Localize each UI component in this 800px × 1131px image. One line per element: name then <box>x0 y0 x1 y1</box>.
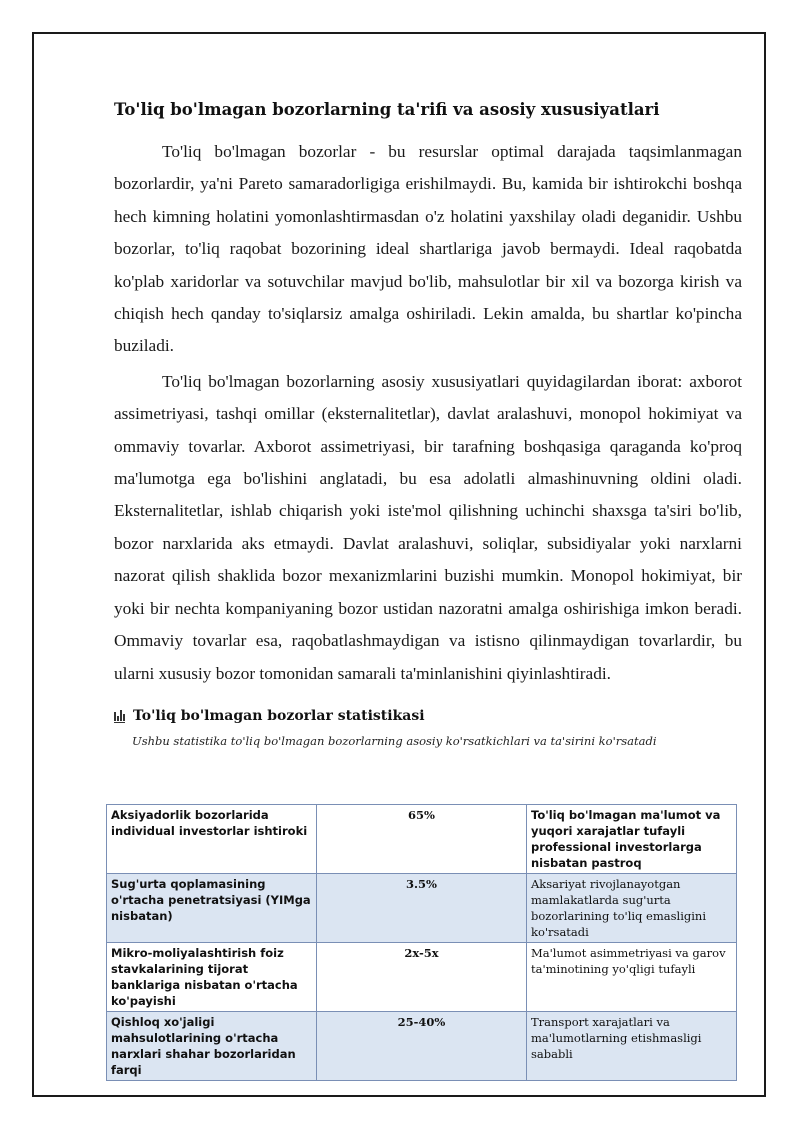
bar-chart-icon <box>114 709 125 723</box>
table-cell-value: 3.5% <box>317 874 527 943</box>
table-cell-value: 2x-5x <box>317 943 527 1012</box>
table-cell-value: 25-40% <box>317 1012 527 1081</box>
table-row <box>107 1012 737 1081</box>
section-heading: To'liq bo'lmagan bozorlarning ta'rifi va asosiy xususiyatlari <box>114 100 660 119</box>
table-cell-label: Sug'urta qoplamasining o'rtacha penetratsiyasi (YIMga nisbatan) <box>107 874 317 943</box>
table-cell-label: Mikro-moliyalashtirish foiz stavkalarining tijorat banklariga nisbatan o'rtacha ko'payishi <box>107 943 317 1012</box>
table-cell-label: Qishloq xo'jaligi mahsulotlarining o'rtacha narxlari shahar bozorlaridan farqi <box>107 1012 317 1081</box>
stats-caption: Ushbu statistika to'liq bo'lmagan bozorlarning asosiy ko'rsatkichlari va ta'sirini ko'rsatadi <box>132 733 657 748</box>
table-row <box>107 805 737 874</box>
paragraph: To'liq bo'lmagan bozorlar - bu resurslar optimal darajada taqsimlanmagan bozorlardir, ya'ni Pareto samaradorligiga erishilmaydi. Bu, kamida bir ishtirokchi boshqa hech kimning holatini yomonlashtirmasdan o'z holatini yaxshilay oladi deganidir. Ushbu bozorlar, to'liq raqobat bozorining ideal shartlariga javob bermaydi. Ideal raqobatda ko'plab xaridorlar va sotuvchilar mavjud bo'lib, mahsulotlar bir xil va bozorga kirish va chiqish hech qanday to'siqlarsiz amalga oshiriladi. Lekin amalda, bu shartlar ko'pincha buziladi. <box>114 142 742 356</box>
table-cell-note: Ma'lumot asimmetriyasi va garov ta'minotining yo'qligi tufayli <box>527 943 737 1012</box>
paragraph: To'liq bo'lmagan bozorlarning asosiy xususiyatlari quyidagilardan iborat: axborot assimetriyasi, tashqi omillar (eksternalitetlar), davlat aralashuvi, monopol hokimiyat va ommaviy tovarlar. Axborot assimetriyasi, bir tarafning boshqasiga qaraganda ko'proq ma'lumotga ega bo'lishini anglatadi, bu esa adolatli almashinuvning oldini oladi. Eksternalitetlar, ishlab chiqarish yoki iste'mol qilishning uchinchi shaxsga ta'siri bo'lib, bozor narxlarida aks etmaydi. Davlat aralashuvi, soliqlar, subsidiyalar yoki narxlarni nazorat qilish shaklida bozor mexanizmlarini buzishi mumkin. Monopol hokimiyat, bir yoki bir nechta kompaniyaning bozor ustidan nazoratni amalga oshirishiga imkon beradi. Ommaviy tovarlar esa, raqobatlashmaydigan va istisno qilinmaydigan tovarlardir, bu ularni xususiy bozor tomonidan samarali ta'minlanishini qiyinlashtiradi. <box>114 371 742 683</box>
table-cell-label: Aksiyadorlik bozorlarida individual investorlar ishtiroki <box>107 805 317 874</box>
table-cell-note: Aksariyat rivojlanayotgan mamlakatlarda sug'urta bozorlarining to'liq emasligini ko'rsatadi <box>527 874 737 943</box>
stats-title: To'liq bo'lmagan bozorlar statistikasi <box>133 707 425 724</box>
table-row <box>107 874 737 943</box>
table-cell-note: To'liq bo'lmagan ma'lumot va yuqori xarajatlar tufayli professional investorlarga nisbatan pastroq <box>527 805 737 874</box>
table-cell-note: Transport xarajatlari va ma'lumotlarning etishmasligi sababli <box>527 1012 737 1081</box>
table-row <box>107 943 737 1012</box>
statistics-table <box>106 804 737 1081</box>
document-body <box>114 96 742 756</box>
stats-title-row <box>114 708 742 724</box>
table-cell-value: 65% <box>317 805 527 874</box>
